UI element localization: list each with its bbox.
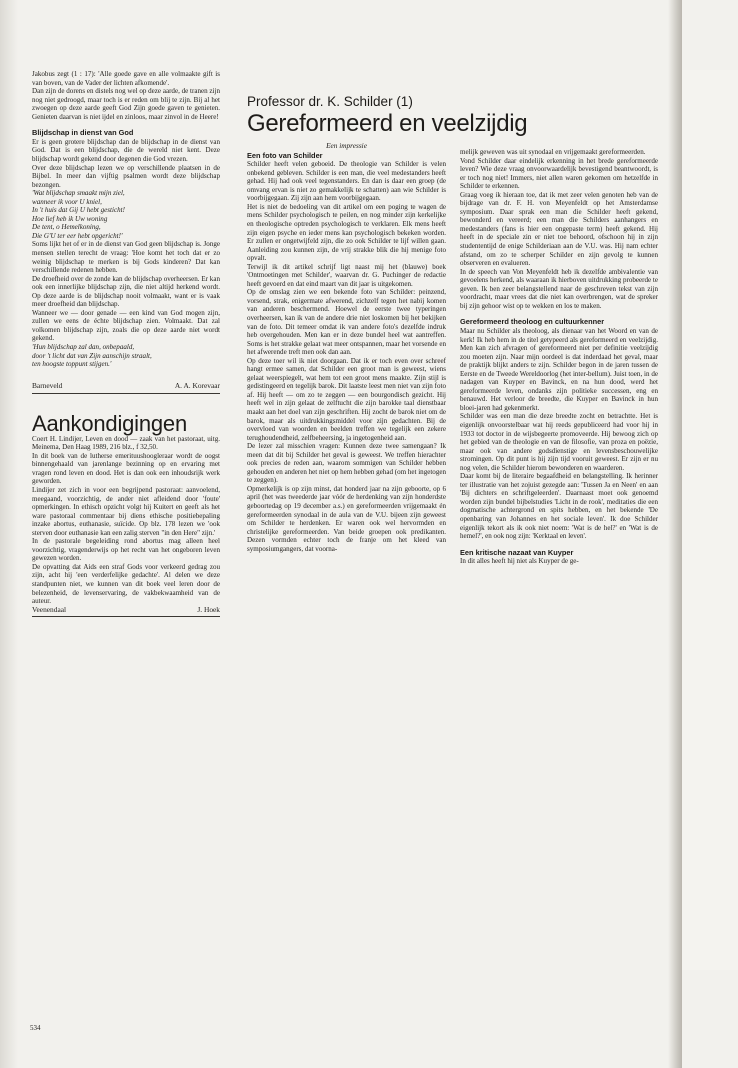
closing-quote-line: ten hoogste toppunt stijgen.' (32, 360, 112, 369)
divider (32, 616, 220, 617)
book-reference: Coert H. Lindijer, Leven en dood — zaak van het pastoraat, uitg. Meinema, Den Haag 1989, 216 blz., f 32,50. (32, 434, 220, 452)
article-paragraph: Vond Schilder daar eindelijk erkenning in het brede gereformeerde leven? Wie deze vraag onvoorwaardelijk bevestigend beantwoordt, is er toch nog niet! Immers, niet allen waren gekomen om hetzelfde in Schilder te erkennen. (460, 156, 658, 191)
subheading: Een foto van Schilder (247, 150, 323, 160)
article-paragraph: Op de omslag zien we een bekende foto van Schilder: peinzend, vorsend, strak, enigermate afwerend, zichzelf tegen het nabij komen van anderen beschermend. Hoewel de eerste twee typeringen overheersen, kan ik van de andere drie niet loskomen bij het bekijken van de foto. Dit temeer omdat ik van andere foto's dezelfde indruk heb overgehouden. Men kan er in deze bundel heel wat aantreffen. Soms is het strakke gelaat wat meer ontspannen, maar het vorsende en het afwerende treft men ook dan aan. (247, 288, 446, 357)
article-paragraph: In de speech van Von Meyenfeldt heb ik dezelfde ambivalentie van gevoelens herkend, als waaraan ik hierboven uitdrukking probeerde te geven. Ik ben zeer belangstellend naar de geschreven tekst van zijn voordracht, maar vrees dat die niet kan overbrengen, wat de spreker bij zijn gehoor wist op te wekken en los te maken. (460, 267, 658, 310)
announcement-paragraph: In de pastorale begeleiding rond abortus mag alleen heel voorzichtig, vragenderwijs op het recht van het ongeboren leven gewezen worden. (32, 537, 220, 563)
psalm-line: Hoe lief heb ik Uw woning (32, 214, 108, 223)
signature-name: A. A. Korevaar (174, 380, 220, 390)
signature (32, 606, 220, 615)
body-paragraph: Wanneer we — door genade — een kind van God mogen zijn, zullen we eens de échte blijdschap zien. Volmaakt. Dat zal volkomen blijdschap zijn, zoals die op deze aarde niet wordt gekend. (32, 308, 220, 343)
right-page (682, 70, 738, 970)
closing-quote-line: door 't licht dat van Zijn aanschijn straalt, (32, 351, 152, 360)
page-number: 534 (30, 1024, 41, 1032)
article-paragraph: Graag voeg ik hieraan toe, dat ik met zeer velen genoten heb van de bijdrage van dr. F. H. von Meyenfeldt op het Amsterdamse symposium. Daar sprak een man die Schilder heeft gekend, bewonderd en vereerd; een man die Schilders aanhangers en medestanders (fans is hier een ongepaste term) heeft gekend. Hij heeft in de speciale zin er niet toe behoord, ofschoon hij in zijn studententijd de enige Schilderiaan aan de V.U. was. Hij nam echter afstand, om zo te scherper Schilder en zijn gevolg te kunnen observeren en evalueren. (460, 190, 658, 268)
section-heading: Blijdschap in dienst van God (32, 128, 134, 138)
article-column-2 (460, 148, 658, 566)
body-paragraph: Soms lijkt het of er in de dienst van God geen blijdschap is. Jonge mensen stellen terecht de vraag: 'Hoe komt het toch dat er zo weinig blijdschap te merken is bij Gods kinderen? Dat kan verschillende redenen hebben. (32, 240, 220, 275)
article-paragraph: Terwijl ik dit artikel schrijf ligt naast mij het (blauwe) boek 'Ontmoetingen met Schilder', waarvan dr. G. Puchinger de redactie heeft gevoerd en dat eind maart van dit jaar is uitgekomen. (247, 262, 446, 288)
article-column-1 (247, 142, 446, 553)
psalm-line: 'Wat blijdschap smaakt mijn ziel, (32, 189, 125, 198)
announcement-paragraph: De opvatting dat Aids een straf Gods voor verkeerd gedrag zou zijn, acht hij 'een verderfelijke gedachte'. Al delen we deze standpunten niet, we kunnen van dit boek veel leren door de belezenheid, de levenservaring, de vakbekwaamheid van de auteur. (32, 562, 220, 606)
subheading: Een kritische nazaat van Kuyper (460, 547, 574, 557)
article-title: Gereformeerd en veelzijdig (247, 110, 528, 137)
announcements-heading: Aankondigingen (32, 411, 188, 437)
signature (32, 382, 220, 391)
psalm-line: wanneer ik voor U kniel, (32, 197, 102, 206)
article-paragraph: Het is niet de bedoeling van dit artikel om een poging te wagen de mens Schilder psychologisch te peilen, en nog minder zijn kerkelijke en theologische optreden psychologisch te verklaren. Elk mens heeft zijn eigen psyche en ieder mens kan psychologisch bekeken worden. Er zullen er ongetwijfeld zijn, die zo ook Schilder te lijf willen gaan. Aanleiding zou kunnen zijn, de vrij strakke blik die hij menige foto opvalt. (247, 202, 446, 263)
article-paragraph: In dit alles heeft hij niet als Kuyper de ge- (460, 557, 579, 566)
body-paragraph: De droefheid over de zonde kan de blijdschap overheersen. Er kan ook een innerlijke blijdschap zijn, die niet altijd herkend wordt. Op deze aarde is de blijdschap nooit volmaakt, want er is vaak meer droefheid dan blijdschap. (32, 274, 220, 309)
psalm-line: Die G'U ter eer hebt opgericht!' (32, 231, 123, 240)
section-paragraph: Over deze blijdschap lezen we op verschillende plaatsen in de Bijbel. In meer dan vijftig psalmen wordt deze blijdschap bezongen. (32, 163, 220, 189)
article-supertitle: Professor dr. K. Schilder (1) (247, 94, 413, 109)
left-column (32, 70, 220, 623)
subheading: Gereformeerd theoloog en cultuurkenner (460, 317, 605, 327)
intro-paragraph: Dan zijn de dorens en distels nog wel op deze aarde, de tranen zijn nog niet gedroogd, maar toch is er reden om blij te zijn. Bij al het zwoegen op deze aarde geeft God Zijn goede gaven te genieten. Genieten daarvan is niet ijdel en zinloos, maar zinvol in de Heere! (32, 87, 220, 121)
book-spine (668, 0, 682, 1068)
intro-paragraph: Jakobus zegt (1 : 17): 'Alle goede gave en alle volmaakte gift is van boven, van de Vader der lichten afkomende'. (32, 70, 220, 87)
article-paragraph: Opmerkelijk is op zijn minst, dat honderd jaar na zijn geboorte, op 6 april (het was tweederde jaar vóór de herdenking van zijn honderdste geboortedag op 19 december a.s.) en gereformeerden vrijgemaakt én gereformeerden synodaal in de aula van de V.U. bijeen zijn geweest om Schilder te herdenken. Er waren ook wel hervormden en christelijke gereformeerden. Van beide groepen ook predikanten. Dezen vormden echter toch de franje om het kleed van symposiumgangers, dat voorna- (247, 484, 446, 553)
closing-quote-line: 'Hun blijdschap zal dan, onbepaald, (32, 343, 135, 351)
page-edge-shadow (0, 0, 18, 1068)
article-subtitle: Een impressie (326, 141, 367, 150)
article-paragraph: Maar nu Schilder als theoloog, als dienaar van het Woord en van de kerk! Ik heb hem in de titel getypeerd als gereformeerd en veelzijdig. Men kan zich afvragen of gereformeerd niet per definitie veelzijdig zou moeten zijn. Naar mijn oordeel is dat inderdaad het geval, maar de praktijk blijkt anders te zijn. Schilder begon in de jaren tussen de Eerste en de Tweede Wereldoorlog (het inter-bellum). Juist toen, in de nadagen van Kuyper en Bavinck, en na hun dood, werd het gereformeerde leven, ondanks zijn politieke successen, eng en benauwd. Het verloor de breedte, die Kuyper en Bavinck in hun bloei-jaren had gekenmerkt. (460, 326, 658, 412)
signature-place: Barneveld (32, 380, 63, 390)
article-paragraph: Schilder heeft velen geboeid. De theologie van Schilder is velen onbekend gebleven. Schilder is een man, die veel medestanders heeft gehad. Hij had ook veel tegenstanders. En dan is daar een groep (de omvang ervan is niet zo gemakkelijk te schatten) aan wie Schilder is voorbijgegaan. Zij zijn aan hem voorbijgegaan. (247, 160, 446, 203)
psalm-line: In 't huis dat Gij U hebt gesticht! (32, 206, 125, 215)
signature-name: J. Hoek (197, 604, 220, 614)
article-paragraph: Op deze toer wil ik niet doorgaan. Dat ik er toch even over schreef hangt ermee samen, dat Schilder een groot man is geweest, wiens gelaat weerspiegelt, wat hem tot een groot mens maakte. Zijn stijl is gedistingeerd en tegelijk barok. Dit laatste leest men niet van zijn foto af. Hij heeft — om zo te zeggen — een bourgondisch gezicht. Hij heeft wel in zijn gelaat de zelftucht die zijn barokke taal dienstbaar maakt aan het doel van zijn geschriften. Hij zocht de barok niet om de barok, maar als uitdrukkingsmiddel voor zijn gedachten. Bij de overvloed van woorden en beelden treffen we tegelijk een zekere terughoudendheid, zelfbeheersing, ja ingetogenheid aan. (247, 356, 446, 442)
article-paragraph: melijk geweven was uit synodaal en vrijgemaakt gereformeerden. (460, 148, 646, 156)
divider (32, 393, 220, 394)
article-paragraph: De lezer zal misschien vragen: Kunnen deze twee samengaan? Ik meen dat dit bij Schilder het geval is geweest. We treffen hierachter ook precies de reden aan, waarom sommigen van Schilder hebben gehouden en anderen het niet op hem hebben gehad (om het ingetogen te zeggen). (247, 442, 447, 485)
signature-place: Veenendaal (32, 604, 67, 614)
psalm-line: De tent, o Hemelkoning, (32, 223, 101, 232)
article-paragraph: Schilder was een man die deze breedte zocht en betrachtte. Het is eigenlijk onvoorstelbaar wat hij reeds gepubliceerd had voor hij in 1933 tot doctor in de wijsbegeerte promoveerde. Hij bewoog zich op het gebied van de theologie en van de filosofie, van proza en poëzie, maar ook van andere godsdienstige en levensbeschouwelijke stromingen. Op dit punt is hij zijn tijd vooruit geweest. Er zijn er nu nog velen, die Schilder hierom bewonderen en waarderen. (460, 412, 658, 472)
announcement-paragraph: Lindijer zet zich in voor een begrijpend pastoraat: aanvoelend, meegaand, voorzichtig, de ander niet afleidend door 'foute' opmerkingen. In ethisch opzicht volgt hij Kuitert en geeft als het ware pastoraal commentaar bij diens ethische positiebepaling inzake abortus, euthanasie, suïcide. Op blz. 178 lezen we 'ook sterven door euthanasie kan een zalig sterven "in den Here" zijn.' (32, 486, 220, 537)
announcement-paragraph: In dit boek van de lutherse emerituushoogleraar wordt de oogst binnengehaald van jarenlange bezinning op en ervaring met vragen rond leven en dood. Het is dan ook een inhoudsrijk werk geworden. (32, 451, 220, 486)
section-paragraph: Er is geen grotere blijdschap dan de blijdschap in de dienst van God. Dat is een blijdschap, die de wereld niet kent. Deze blijdschap wordt gekend door degenen die God vrezen. (32, 137, 220, 163)
article-paragraph: Daar komt bij de literaire begaafdheid en belangstelling. Ik herinner ter illustratie van het zojuist gezegde aan: 'Tussen Ja en Neen' en aan 'Bij dichters en schriftgeleerden'. Daarnaast moet ook genoemd worden zijn bundel bijbelstudies 'Licht in de rook', meditaties die een dogmatische achtergrond en spits hebben, en het bekende 'De openbaring van Johannes en het sociale leven'. Ik doe Schilder eigenlijk tekort als ik ook niet noem: 'Wat is de hel?' en 'Wat is de hemel?', en ook nog zijn: 'Kerktaal en leven'. (460, 472, 658, 541)
